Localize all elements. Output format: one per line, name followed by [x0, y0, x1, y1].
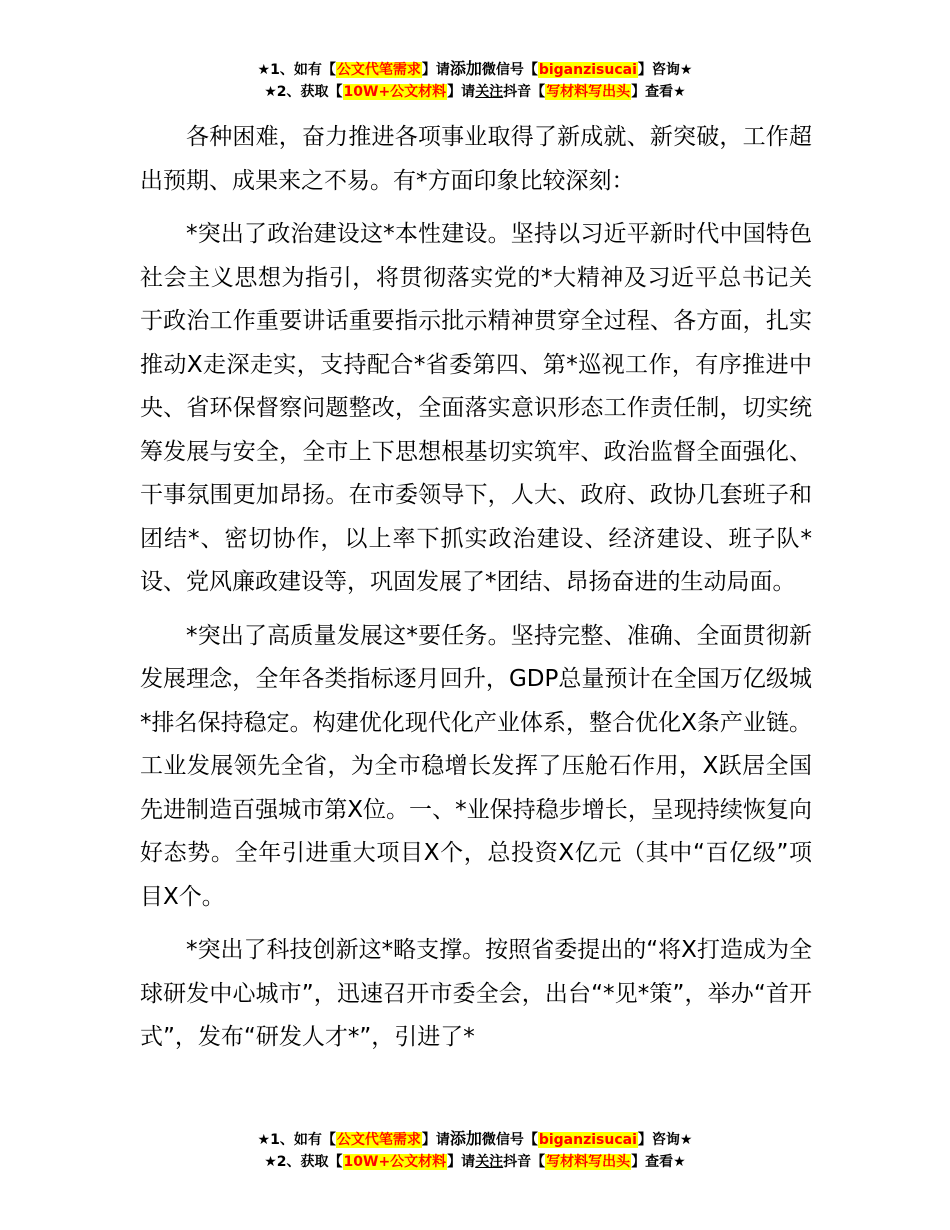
banner-emphasis: 关注: [475, 1154, 504, 1170]
banner-text: 】请: [421, 62, 450, 78]
banner-highlight: 公文代笔需求: [336, 1132, 421, 1148]
banner-highlight: 10W+公文材料: [343, 84, 447, 100]
banner-highlight: 写材料写出头: [546, 84, 631, 100]
banner-line-2: [0, 1151, 950, 1173]
banner-text: 微信号【: [481, 62, 538, 78]
banner-text: 】请: [447, 1154, 476, 1170]
banner-emphasis: 添加: [449, 1129, 482, 1148]
document-body: [140, 116, 812, 1070]
banner-text: 微信号【: [481, 1132, 538, 1148]
banner-highlight: 写材料写出头: [546, 1154, 631, 1170]
banner-line-1: [0, 58, 950, 81]
banner-text: 】咨询★: [637, 1132, 693, 1148]
header-banner: [0, 58, 950, 103]
banner-highlight: 10W+公文材料: [343, 1154, 447, 1170]
footer-banner: [0, 1128, 950, 1173]
banner-line-1: [0, 1128, 950, 1151]
banner-highlight: 公文代笔需求: [336, 62, 421, 78]
banner-text: 】请: [421, 1132, 450, 1148]
banner-text: ★2、获取【: [264, 84, 343, 100]
banner-text: 抖音【: [503, 84, 546, 100]
banner-line-2: [0, 81, 950, 103]
banner-text: ★1、如有【: [257, 62, 336, 78]
banner-highlight: biganzisucai: [538, 62, 637, 78]
body-paragraph: *突出了科技创新这*略支撑。按照省委提出的“将X打造成为全球研发中心城市”，迅速召开市委全会，出台“*见*策”，举办“首开式”，发布“研发人才*”，引进了*: [140, 937, 812, 1050]
banner-text: 】咨询★: [637, 62, 693, 78]
body-paragraph: *突出了高质量发展这*要任务。坚持完整、准确、全面贯彻新发展理念，全年各类指标逐月回升，GDP总量预计在全国万亿级城*排名保持稳定。构建优化现代化产业体系，整合优化X条产业链。工业发展领先全省，为全市稳增长发挥了压舱石作用，X跃居全国先进制造百强城市第X位。一、*业保持稳步增长，呈现持续恢复向好态势。全年引进重大项目X个，总投资X亿元（其中“百亿级”项目X个。: [140, 622, 812, 910]
banner-text: 】请: [447, 84, 476, 100]
banner-emphasis: 添加: [449, 59, 482, 78]
banner-text: 】查看★: [631, 1154, 686, 1170]
banner-text: 抖音【: [503, 1154, 546, 1170]
banner-highlight: biganzisucai: [538, 1132, 637, 1148]
banner-emphasis: 关注: [475, 84, 504, 100]
banner-text: ★2、获取【: [264, 1154, 343, 1170]
banner-text: ★1、如有【: [257, 1132, 336, 1148]
banner-text: 】查看★: [631, 84, 686, 100]
body-paragraph: *突出了政治建设这*本性建设。坚持以习近平新时代中国特色社会主义思想为指引，将贯彻落实党的*大精神及习近平总书记关于政治工作重要讲话重要指示批示精神贯穿全过程、各方面，扎实推动X走深走实，支持配合*省委第四、第*巡视工作，有序推进中央、省环保督察问题整改，全面落实意识形态工作责任制，切实统筹发展与安全，全市上下思想根基切实筑牢、政治监督全面强化、干事氛围更加昂扬。在市委领导下，人大、政府、政协几套班子和团结*、密切协作，以上率下抓实政治建设、经济建设、班子队*设、党风廉政建设等，巩固发展了*团结、昂扬奋进的生动局面。: [140, 221, 812, 595]
body-paragraph: 各种困难，奋力推进各项事业取得了新成就、新突破，工作超出预期、成果来之不易。有*方面印象比较深刻：: [140, 124, 812, 194]
